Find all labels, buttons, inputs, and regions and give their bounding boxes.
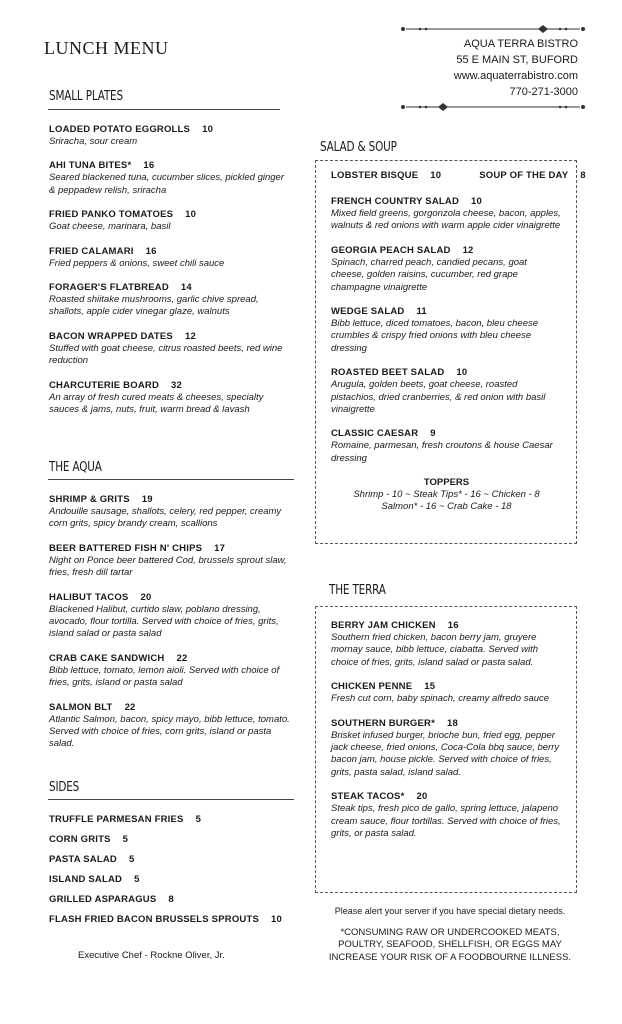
item-description: An array of fresh cured meats & cheeses, specialty sauces & jams, nuts, fruit, warm bread & lavash (49, 391, 264, 416)
food-safety-warning: *CONSUMING RAW OR UNDERCOOKED MEATS, POULTRY, SEAFOOD, SHELLFISH, OR EGGS MAY INCREASE YOUR RISK OF A FOODBOURNE ILLNESS. (328, 927, 572, 963)
business-name: AQUA TERRA BISTRO (463, 38, 578, 50)
menu-item (49, 281, 285, 319)
menu-item (49, 493, 295, 531)
small-plates-list (49, 123, 285, 427)
soup-item (331, 169, 441, 182)
menu-item (331, 790, 562, 840)
item-name: FLASH FRIED BACON BRUSSELS SPROUTS (49, 914, 260, 925)
item-price: 16 (143, 160, 155, 172)
item-price: 8 (580, 170, 586, 181)
item-price: 19 (141, 494, 153, 505)
item-name: CRAB CAKE SANDWICH (49, 652, 165, 664)
item-price: 16 (145, 245, 157, 257)
item-name: SOUP OF THE DAY (479, 170, 569, 181)
item-price: 12 (462, 244, 474, 256)
menu-item (331, 619, 562, 669)
item-name: SALMON BLT (49, 701, 113, 713)
item-description: Blackened Halibut, curtido slaw, poblano dressing, avocado, flour tortilla. Served with choice of fries, grits, island salad or pasta salad (49, 603, 279, 640)
item-price: 10 (471, 196, 482, 207)
menu-item (49, 701, 295, 751)
menu-item (331, 244, 562, 294)
item-price: 20 (140, 591, 152, 603)
item-description: Night on Ponce beer battered Cod, brussels sprout slaw, fries, fresh dill tartar (49, 554, 287, 579)
item-description: Brisket infused burger, brioche bun, fried egg, pepper jack cheese, fried onions, Coca-Cola bbq sauce, berry bacon jam, house pickle. Served with choice of fries, grits, pasta salad, island salad. (331, 729, 560, 778)
item-name: LOBSTER BISQUE (331, 170, 419, 181)
menu-item (331, 717, 562, 780)
item-price: 17 (214, 542, 226, 554)
item-description: Atlantic Salmon, bacon, spicy mayo, bibb lettuce, tomato. Served with choice of fries, corn grits, island or pasta salad. (49, 713, 290, 750)
item-price: 10 (430, 170, 442, 181)
side-item (49, 913, 299, 926)
toppers-line: Salmon* - 16 ~ Crab Cake - 18 (381, 501, 512, 513)
menu-item (49, 591, 295, 641)
item-price: 5 (129, 854, 135, 865)
menu-item (331, 427, 562, 465)
menu-item (331, 305, 562, 355)
item-description: Spinach, charred peach, candied pecans, goat cheese, golden raisins, cucumber, red grape champagne vinaigrette (331, 256, 527, 293)
soup-row (331, 169, 586, 182)
item-name: BEER BATTERED FISH N' CHIPS (49, 542, 203, 554)
item-description: Fried peppers & onions, sweet chili sauce (49, 257, 225, 269)
section-heading-salad-soup: SALAD & SOUP (320, 139, 397, 155)
section-divider (48, 109, 280, 110)
item-name: ROASTED BEET SALAD (331, 367, 445, 379)
executive-chef-credit: Executive Chef - Rockne Oliver, Jr. (78, 950, 225, 961)
item-name: BERRY JAM CHICKEN (331, 620, 436, 631)
item-price: 5 (195, 814, 202, 825)
menu-item (331, 366, 562, 416)
menu-item (331, 195, 562, 233)
item-name: GEORGIA PEACH SALAD (331, 244, 451, 256)
item-name: TRUFFLE PARMESAN FRIES (49, 814, 184, 825)
item-description: Arugula, golden beets, goat cheese, roasted pistachios, dried cranberries, & red onion with basil vinaigrette (331, 379, 546, 416)
item-price: 14 (180, 282, 192, 294)
soup-item (479, 169, 586, 182)
item-description: Andouille sausage, shallots, celery, red pepper, creamy corn grits, spicy brandy cream, scallions (49, 506, 282, 530)
ornament-bottom (400, 102, 586, 112)
menu-item (331, 680, 562, 705)
side-item (49, 873, 299, 886)
item-price: 9 (430, 428, 436, 440)
menu-item (49, 159, 285, 197)
item-price: 5 (134, 874, 140, 885)
item-price: 22 (124, 701, 136, 713)
item-price: 10 (456, 367, 468, 379)
menu-item (49, 330, 285, 368)
item-description: Bibb lettuce, tomato, lemon aioli. Served with choice of fries, grits, island or pasta salad (49, 664, 280, 689)
item-price: 16 (447, 620, 459, 631)
side-item (49, 853, 299, 866)
item-name: FORAGER'S FLATBREAD (49, 282, 169, 294)
item-name: BACON WRAPPED DATES (49, 330, 173, 342)
item-name: LOADED POTATO EGGROLLS (49, 124, 191, 135)
item-price: 32 (171, 379, 182, 391)
item-name: HALIBUT TACOS (49, 591, 129, 603)
item-name: SOUTHERN BURGER* (331, 717, 436, 729)
item-name: CORN GRITS (49, 834, 111, 845)
item-price: 15 (424, 681, 436, 693)
item-description: Mixed field greens, gorgonzola cheese, bacon, apples, walnuts & red onions with warm apple cider vinaigrette (331, 208, 561, 232)
dietary-note: Please alert your server if you have special dietary needs. (334, 906, 566, 916)
item-name: CHARCUTERIE BOARD (49, 379, 160, 391)
item-price: 20 (416, 791, 428, 803)
item-price: 5 (122, 834, 129, 845)
item-name: GRILLED ASPARAGUS (49, 894, 157, 905)
item-price: 10 (185, 209, 197, 221)
item-price: 8 (168, 894, 174, 905)
item-name: FRIED CALAMARI (49, 245, 134, 257)
menu-item (49, 245, 285, 270)
menu-item (49, 208, 285, 233)
item-price: 10 (271, 914, 282, 925)
section-heading-the-aqua: THE AQUA (49, 459, 102, 475)
business-info (378, 36, 578, 100)
item-description: Goat cheese, marinara, basil (49, 221, 171, 233)
item-description: Steak tips, fresh pico de gallo, spring lettuce, jalapeno cream sauce, flour tortillas. Served with choice of fries, grits, or pasta salad. (331, 803, 561, 840)
item-name: SHRIMP & GRITS (49, 494, 130, 505)
menu-item (49, 379, 285, 417)
item-description: Roasted shiitake mushrooms, garlic chive spread, shallots, apple cider vinegar glaze, walnuts (49, 294, 259, 318)
the-terra-box (315, 606, 577, 893)
item-name: STEAK TACOS* (331, 791, 405, 803)
side-item (49, 813, 299, 826)
item-description: Bibb lettuce, diced tomatoes, bacon, bleu cheese crumbles & crispy fried onions with bleu cheese dressing (331, 318, 539, 354)
business-phone: 770-271-3000 (509, 86, 578, 98)
toppers-heading: TOPPERS (423, 477, 470, 489)
item-price: 22 (176, 652, 188, 664)
item-price: 11 (416, 306, 427, 318)
business-address: 55 E MAIN ST, BUFORD (456, 54, 578, 66)
item-name: CHICKEN PENNE (331, 681, 413, 693)
menu-item (49, 652, 295, 690)
item-description: Stuffed with goat cheese, citrus roasted beets, red wine reduction (49, 342, 283, 367)
section-divider (48, 799, 294, 800)
side-item (49, 833, 299, 846)
section-heading-the-terra: THE TERRA (329, 582, 386, 598)
the-aqua-list (49, 493, 295, 762)
salad-soup-box (315, 160, 586, 544)
item-name: AHI TUNA BITES* (49, 160, 132, 172)
item-description: Seared blackened tuna, cucumber slices, pickled ginger & peppadew relish, sriracha (49, 172, 284, 196)
page-title: LUNCH MENU (44, 38, 169, 58)
menu-item (49, 123, 285, 148)
section-divider (48, 479, 294, 480)
item-description: Southern fried chicken, bacon berry jam, gruyere mornay sauce, bibb lettuce, ciabatta. Served with choice of fries, grits, island salad or pasta salad. (331, 632, 539, 668)
item-description: Sriracha, sour cream (49, 136, 138, 147)
side-item (49, 893, 299, 906)
item-price: 10 (202, 124, 214, 135)
ornament-top (400, 24, 586, 34)
section-heading-small-plates: SMALL PLATES (49, 88, 123, 104)
item-name: CLASSIC CAESAR (331, 428, 419, 440)
item-description: Romaine, parmesan, fresh croutons & house Caesar dressing (331, 440, 553, 464)
item-name: ISLAND SALAD (49, 874, 123, 885)
item-name: FRENCH COUNTRY SALAD (331, 196, 460, 207)
item-price: 12 (184, 330, 196, 342)
item-name: WEDGE SALAD (331, 306, 405, 318)
item-name: PASTA SALAD (49, 854, 117, 865)
item-price: 18 (447, 717, 458, 729)
menu-item (49, 542, 295, 580)
toppers-line: Shrimp - 10 ~ Steak Tips* - 16 ~ Chicken - 8 (353, 489, 540, 501)
business-website: www.aquaterrabistro.com (453, 70, 578, 82)
section-heading-sides: SIDES (49, 779, 80, 795)
item-description: Fresh cut corn, baby spinach, creamy alfredo sauce (331, 693, 550, 705)
item-name: FRIED PANKO TOMATOES (49, 209, 174, 221)
sides-list (49, 813, 299, 933)
